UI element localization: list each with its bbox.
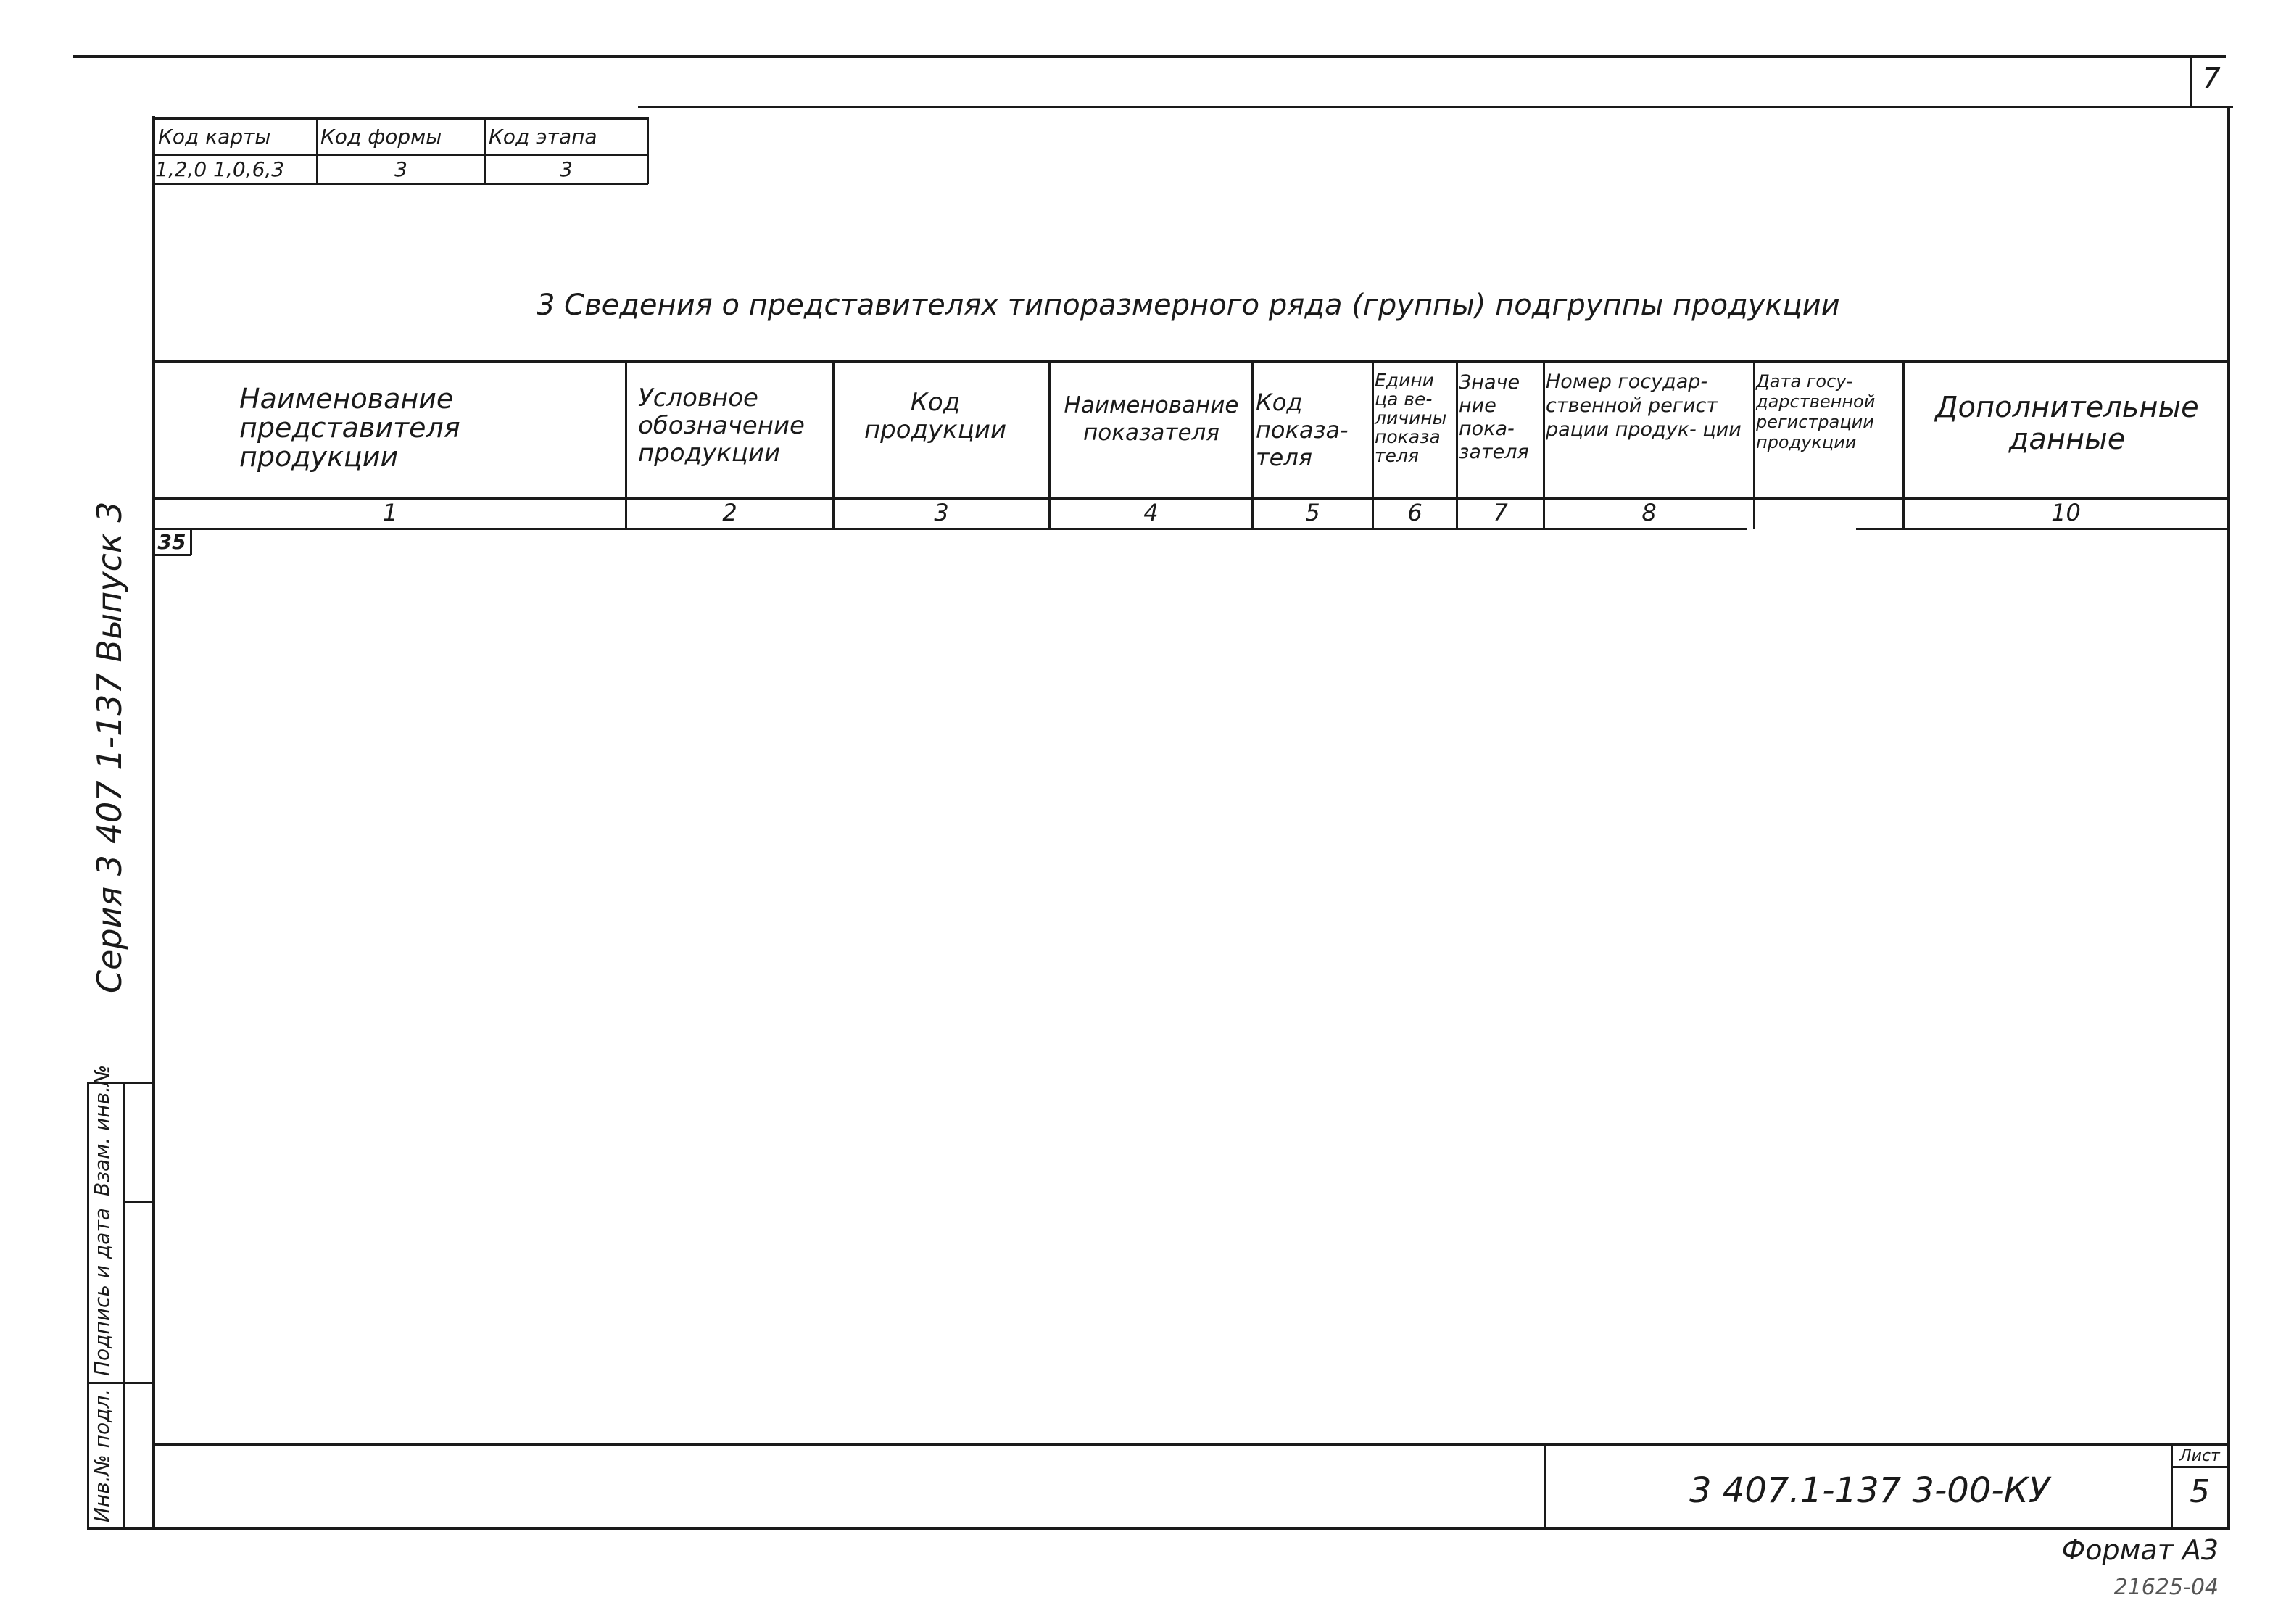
frame-top (638, 106, 2233, 108)
row-marker: 35 (157, 530, 186, 554)
col-header-indicator-name: Наименование показателя (1064, 392, 1239, 446)
col-header-value: Значе ние пока- зателя (1459, 371, 1529, 463)
page-number-box-left (2190, 58, 2192, 106)
code-value-card: 1,2,0 1,0,6,3 (155, 157, 285, 181)
col-header-registration-date: Дата госу- дарственной регистрации продукции (1756, 371, 1876, 452)
page-number: 7 (2202, 62, 2221, 96)
col-header-unit: Едини ца ве- личины показа теля (1375, 370, 1447, 466)
col-num-5: 5 (1305, 499, 1320, 526)
frame-right (2227, 106, 2230, 1530)
sheet-number: 5 (2190, 1473, 2210, 1510)
col-num-8: 8 (1641, 499, 1657, 526)
col-num-4: 4 (1143, 499, 1159, 526)
col-header-additional-data: Дополнительные данные (1935, 391, 2199, 456)
frame-left (152, 116, 155, 1530)
sheet-label: Лист (2179, 1447, 2220, 1465)
col-header-registration-number: Номер государ- ственной регист рации продук- ции (1546, 370, 1742, 441)
col-header-representative: Наименование представителя продукции (239, 383, 460, 473)
col-num-6: 6 (1407, 499, 1422, 526)
code-header-form: Код формы (320, 124, 442, 149)
side-label-inventory: Инв.№ подл. (90, 1388, 114, 1522)
document-code: 3 407.1-137 3-00-КУ (1689, 1470, 2050, 1511)
format-label: Формат А3 (2061, 1534, 2219, 1566)
top-rule (73, 55, 2226, 58)
col-header-indicator-code: Код показа- теля (1256, 389, 1349, 471)
col-num-3: 3 (934, 499, 949, 526)
code-value-stage: 3 (560, 157, 573, 181)
col-num-2: 2 (722, 499, 737, 526)
code-header-stage: Код этапа (489, 124, 597, 149)
side-label-replacement: Взам. инв.№ (90, 1064, 114, 1196)
col-num-1: 1 (382, 499, 398, 526)
code-value-form: 3 (394, 157, 407, 181)
section-title: 3 Сведения о представителях типоразмерного ряда (группы) подгруппы продукции (537, 289, 1840, 322)
col-num-7: 7 (1493, 499, 1508, 526)
side-label-signature: Подпись и дата (90, 1208, 114, 1376)
bottom-code: 21625-04 (2113, 1575, 2219, 1600)
col-header-designation: Условное обозначение продукции (638, 384, 805, 468)
code-header-card: Код карты (158, 124, 271, 149)
col-header-product-code: Код продукции (864, 388, 1007, 444)
series-side-text: Серия 3 407 1-137 Выпуск 3 (90, 501, 129, 993)
frame-bottom (87, 1527, 2230, 1530)
col-num-10: 10 (2051, 499, 2081, 526)
